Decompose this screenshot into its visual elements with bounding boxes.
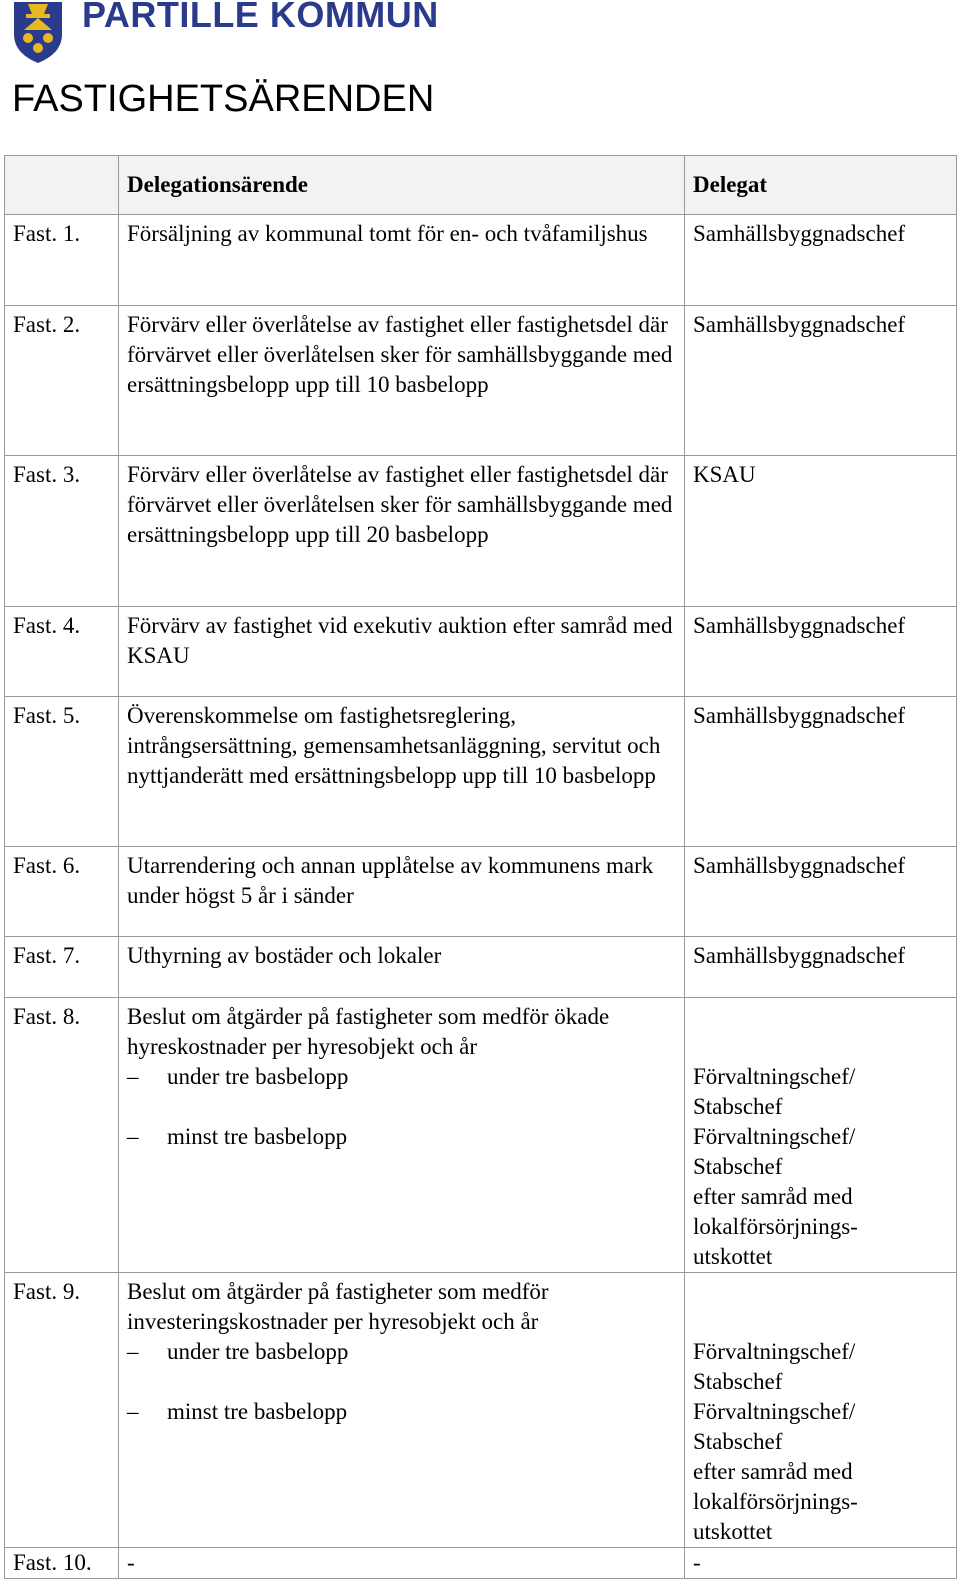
row-description: Förvärv eller överlåtelse av fastighet eller fastighetsdel där förvärvet eller överlåtelsen sker för samhällsbyggande med ersättningsbelopp upp till 20 basbelopp bbox=[119, 456, 685, 607]
row-delegate: Samhällsbyggnadschef bbox=[685, 847, 957, 937]
delegation-table bbox=[4, 155, 957, 1579]
row-code: Fast. 6. bbox=[5, 847, 119, 937]
delegate-line: lokalförsörjnings- bbox=[693, 1214, 858, 1239]
header-delegate: Delegat bbox=[685, 156, 957, 215]
delegate-line: utskottet bbox=[693, 1244, 773, 1269]
row-code: Fast. 2. bbox=[5, 306, 119, 456]
row-description: Förvärv av fastighet vid exekutiv auktion efter samråd med KSAU bbox=[119, 607, 685, 697]
table-row bbox=[5, 937, 957, 998]
page-title: FASTIGHETSÄRENDEN bbox=[12, 78, 435, 120]
row-delegate: - bbox=[685, 1548, 957, 1579]
row-code: Fast. 10. bbox=[5, 1548, 119, 1579]
dash-bullet: – bbox=[127, 1124, 139, 1149]
row-description: Överenskommelse om fastighetsreglering, intrångsersättning, gemensamhetsanläggning, servitut och nyttjanderätt med ersättningsbelopp upp till 10 basbelopp bbox=[119, 697, 685, 847]
delegate-line: Stabschef bbox=[693, 1369, 783, 1394]
row-code: Fast. 3. bbox=[5, 456, 119, 607]
table-row bbox=[5, 697, 957, 847]
table-row bbox=[5, 306, 957, 456]
delegate-line: efter samråd med bbox=[693, 1459, 853, 1484]
table-row bbox=[5, 456, 957, 607]
row-delegate: Samhällsbyggnadschef bbox=[685, 607, 957, 697]
list-item bbox=[127, 1122, 676, 1152]
row-intro: Beslut om åtgärder på fastigheter som medför ökade hyreskostnader per hyresobjekt och år bbox=[127, 1004, 610, 1059]
table-row bbox=[5, 998, 957, 1273]
row-code: Fast. 4. bbox=[5, 607, 119, 697]
list-item-text: minst tre basbelopp bbox=[167, 1399, 348, 1424]
row-code: Fast. 9. bbox=[5, 1273, 119, 1548]
delegate-line: Stabschef bbox=[693, 1429, 783, 1454]
row-delegate bbox=[685, 998, 957, 1273]
row-delegate: KSAU bbox=[685, 456, 957, 607]
row-description bbox=[119, 998, 685, 1273]
row-delegate: Samhällsbyggnadschef bbox=[685, 306, 957, 456]
list-item bbox=[127, 1062, 676, 1092]
table-header-row bbox=[5, 156, 957, 215]
delegate-line: lokalförsörjnings- bbox=[693, 1489, 858, 1514]
table-row bbox=[5, 847, 957, 937]
row-code: Fast. 8. bbox=[5, 998, 119, 1273]
dash-bullet: – bbox=[127, 1339, 139, 1364]
row-code: Fast. 7. bbox=[5, 937, 119, 998]
row-delegate: Samhällsbyggnadschef bbox=[685, 215, 957, 306]
partille-crest-icon bbox=[10, 0, 66, 64]
row-description: Förvärv eller överlåtelse av fastighet eller fastighetsdel där förvärvet eller överlåtelsen sker för samhällsbyggande med ersättningsbelopp upp till 10 basbelopp bbox=[119, 306, 685, 456]
row-delegate: Samhällsbyggnadschef bbox=[685, 697, 957, 847]
row-delegate: Samhällsbyggnadschef bbox=[685, 937, 957, 998]
table-row bbox=[5, 1548, 957, 1579]
list-item-text: under tre basbelopp bbox=[167, 1064, 349, 1089]
page-header bbox=[0, 0, 960, 75]
row-description: - bbox=[119, 1548, 685, 1579]
row-description: Uthyrning av bostäder och lokaler bbox=[119, 937, 685, 998]
list-item bbox=[127, 1337, 676, 1367]
row-description bbox=[119, 1273, 685, 1548]
delegate-line: Förvaltningschef/ bbox=[693, 1399, 856, 1424]
header-code bbox=[5, 156, 119, 215]
dash-bullet: – bbox=[127, 1399, 139, 1424]
table-row bbox=[5, 1273, 957, 1548]
list-item bbox=[127, 1397, 676, 1427]
row-delegate bbox=[685, 1273, 957, 1548]
dash-bullet: – bbox=[127, 1064, 139, 1089]
delegate-line: Förvaltningschef/ bbox=[693, 1064, 856, 1089]
header-case: Delegationsärende bbox=[119, 156, 685, 215]
row-code: Fast. 5. bbox=[5, 697, 119, 847]
row-description: Utarrendering och annan upplåtelse av kommunens mark under högst 5 år i sänder bbox=[119, 847, 685, 937]
delegate-line: efter samråd med bbox=[693, 1184, 853, 1209]
delegate-line: Stabschef bbox=[693, 1154, 783, 1179]
delegate-line: utskottet bbox=[693, 1519, 773, 1544]
row-code: Fast. 1. bbox=[5, 215, 119, 306]
delegate-line: Stabschef bbox=[693, 1094, 783, 1119]
delegate-line: Förvaltningschef/ bbox=[693, 1124, 856, 1149]
table-row bbox=[5, 607, 957, 697]
row-description: Försäljning av kommunal tomt för en- och tvåfamiljshus bbox=[119, 215, 685, 306]
row-intro: Beslut om åtgärder på fastigheter som medför investeringskostnader per hyresobjekt och år bbox=[127, 1279, 549, 1334]
table-row bbox=[5, 215, 957, 306]
list-item-text: under tre basbelopp bbox=[167, 1339, 349, 1364]
brand-name: PARTILLE KOMMUN bbox=[82, 0, 439, 35]
list-item-text: minst tre basbelopp bbox=[167, 1124, 348, 1149]
delegate-line: Förvaltningschef/ bbox=[693, 1339, 856, 1364]
